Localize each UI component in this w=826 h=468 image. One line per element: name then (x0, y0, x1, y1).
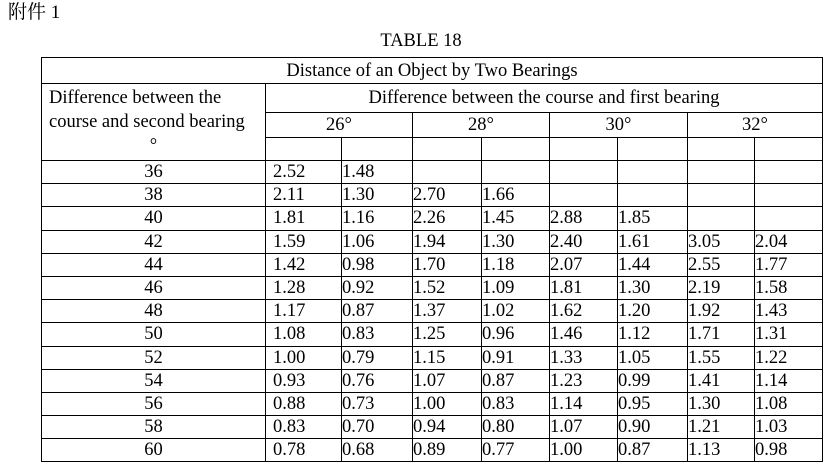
distance-value: 3.05 (688, 230, 755, 253)
distance-value: 0.83 (342, 323, 413, 346)
distance-value: 2.19 (688, 276, 755, 299)
empty-cell (482, 138, 550, 161)
distance-value: 0.99 (618, 369, 688, 392)
empty-cell (755, 207, 823, 230)
distance-value: 0.70 (342, 416, 413, 439)
second-bearing-difference: 56 (42, 392, 266, 415)
distance-value: 0.76 (342, 369, 413, 392)
second-bearing-difference: 50 (42, 323, 266, 346)
distance-value: 2.70 (413, 184, 482, 207)
distance-value: 1.23 (550, 369, 618, 392)
empty-cell (618, 138, 688, 161)
empty-cell (688, 161, 755, 184)
distance-value: 0.94 (413, 416, 482, 439)
distance-value: 1.77 (755, 253, 823, 276)
table-row (42, 392, 823, 415)
table-row (42, 184, 823, 207)
distance-value: 0.78 (266, 439, 342, 462)
distance-value: 2.40 (550, 230, 618, 253)
row-header-label-line: course and second bearing (49, 112, 245, 132)
distance-value: 0.98 (342, 253, 413, 276)
empty-cell (550, 184, 618, 207)
column-group-label: Difference between the course and first bearing (266, 84, 823, 113)
table-row (42, 300, 823, 323)
bearing-distance-table (41, 57, 823, 462)
table-row (42, 253, 823, 276)
distance-value: 1.30 (688, 392, 755, 415)
row-header-label (42, 84, 266, 161)
distance-value: 0.87 (618, 439, 688, 462)
distance-value: 0.93 (266, 369, 342, 392)
distance-value: 2.52 (266, 161, 342, 184)
empty-cell (342, 138, 413, 161)
second-bearing-difference: 44 (42, 253, 266, 276)
distance-value: 1.44 (618, 253, 688, 276)
distance-value: 1.33 (550, 346, 618, 369)
second-bearing-difference: 36 (42, 161, 266, 184)
distance-value: 1.12 (618, 323, 688, 346)
distance-value: 1.08 (266, 323, 342, 346)
attachment-label: 附件 1 (8, 2, 61, 23)
distance-value: 2.07 (550, 253, 618, 276)
distance-value: 1.31 (755, 323, 823, 346)
table-title-row (42, 58, 823, 84)
distance-value: 1.00 (550, 439, 618, 462)
second-bearing-difference: 58 (42, 416, 266, 439)
distance-value: 1.55 (688, 346, 755, 369)
table-row (42, 230, 823, 253)
distance-value: 1.06 (342, 230, 413, 253)
distance-value: 1.03 (755, 416, 823, 439)
table-title: Distance of an Object by Two Bearings (42, 58, 823, 84)
column-header-32: 32° (688, 113, 823, 138)
distance-value: 1.14 (755, 369, 823, 392)
distance-value: 1.94 (413, 230, 482, 253)
empty-cell (618, 184, 688, 207)
distance-value: 1.30 (482, 230, 550, 253)
table-row (42, 161, 823, 184)
empty-cell (482, 161, 550, 184)
distance-value: 0.79 (342, 346, 413, 369)
distance-value: 0.88 (266, 392, 342, 415)
distance-value: 1.81 (550, 276, 618, 299)
distance-value: 1.43 (755, 300, 823, 323)
distance-value: 1.21 (688, 416, 755, 439)
distance-value: 0.73 (342, 392, 413, 415)
table-row (42, 439, 823, 462)
empty-cell (413, 161, 482, 184)
second-bearing-difference: 48 (42, 300, 266, 323)
empty-cell (688, 207, 755, 230)
distance-value: 0.68 (342, 439, 413, 462)
empty-cell (688, 138, 755, 161)
distance-value: 1.28 (266, 276, 342, 299)
table-row (42, 416, 823, 439)
empty-cell (413, 138, 482, 161)
distance-value: 0.83 (482, 392, 550, 415)
empty-cell (550, 138, 618, 161)
distance-value: 1.07 (550, 416, 618, 439)
distance-value: 1.70 (413, 253, 482, 276)
distance-value: 2.88 (550, 207, 618, 230)
distance-value: 1.30 (618, 276, 688, 299)
distance-value: 1.66 (482, 184, 550, 207)
distance-value: 1.92 (688, 300, 755, 323)
second-bearing-difference: 60 (42, 439, 266, 462)
row-header-label-line: Difference between the (49, 88, 222, 108)
distance-value: 1.42 (266, 253, 342, 276)
distance-value: 2.04 (755, 230, 823, 253)
distance-value: 1.59 (266, 230, 342, 253)
distance-value: 0.98 (755, 439, 823, 462)
table-caption: TABLE 18 (380, 31, 462, 51)
table-row (42, 369, 823, 392)
distance-value: 1.00 (413, 392, 482, 415)
distance-value: 1.30 (342, 184, 413, 207)
distance-value: 1.02 (482, 300, 550, 323)
distance-value: 1.13 (688, 439, 755, 462)
empty-cell (266, 138, 342, 161)
distance-value: 1.58 (755, 276, 823, 299)
distance-value: 2.26 (413, 207, 482, 230)
header-row-group (42, 84, 823, 113)
distance-value: 1.62 (550, 300, 618, 323)
table-row (42, 276, 823, 299)
distance-value: 0.87 (342, 300, 413, 323)
empty-cell (755, 138, 823, 161)
distance-value: 2.55 (688, 253, 755, 276)
second-bearing-difference: 54 (42, 369, 266, 392)
column-header-28: 28° (413, 113, 550, 138)
table-row (42, 207, 823, 230)
distance-value: 0.80 (482, 416, 550, 439)
table-body (42, 161, 823, 462)
distance-value: 0.92 (342, 276, 413, 299)
distance-value: 1.52 (413, 276, 482, 299)
empty-cell (755, 184, 823, 207)
distance-value: 1.46 (550, 323, 618, 346)
distance-value: 1.07 (413, 369, 482, 392)
distance-value: 1.45 (482, 207, 550, 230)
distance-value: 1.85 (618, 207, 688, 230)
column-header-26: 26° (266, 113, 413, 138)
distance-value: 1.00 (266, 346, 342, 369)
distance-value: 1.61 (618, 230, 688, 253)
empty-cell (618, 161, 688, 184)
table-row (42, 346, 823, 369)
distance-value: 1.20 (618, 300, 688, 323)
distance-value: 0.95 (618, 392, 688, 415)
distance-value: 0.77 (482, 439, 550, 462)
second-bearing-difference: 46 (42, 276, 266, 299)
table-row (42, 323, 823, 346)
distance-value: 1.17 (266, 300, 342, 323)
distance-value: 0.90 (618, 416, 688, 439)
second-bearing-difference: 40 (42, 207, 266, 230)
empty-cell (688, 184, 755, 207)
distance-value: 1.14 (550, 392, 618, 415)
empty-cell (550, 161, 618, 184)
column-header-30: 30° (550, 113, 688, 138)
distance-value: 0.89 (413, 439, 482, 462)
distance-value: 1.71 (688, 323, 755, 346)
distance-value: 1.22 (755, 346, 823, 369)
second-bearing-difference: 52 (42, 346, 266, 369)
empty-cell (755, 161, 823, 184)
distance-value: 1.25 (413, 323, 482, 346)
distance-value: 0.87 (482, 369, 550, 392)
distance-value: 2.11 (266, 184, 342, 207)
distance-value: 1.81 (266, 207, 342, 230)
distance-value: 1.37 (413, 300, 482, 323)
distance-value: 1.05 (618, 346, 688, 369)
distance-value: 1.16 (342, 207, 413, 230)
second-bearing-difference: 38 (42, 184, 266, 207)
distance-value: 1.18 (482, 253, 550, 276)
row-header-unit: ° (149, 136, 158, 156)
table-header (42, 58, 823, 161)
distance-value: 0.91 (482, 346, 550, 369)
second-bearing-difference: 42 (42, 230, 266, 253)
distance-value: 0.96 (482, 323, 550, 346)
distance-value: 1.48 (342, 161, 413, 184)
distance-value: 1.09 (482, 276, 550, 299)
distance-value: 1.41 (688, 369, 755, 392)
distance-value: 1.08 (755, 392, 823, 415)
distance-value: 0.83 (266, 416, 342, 439)
distance-value: 1.15 (413, 346, 482, 369)
